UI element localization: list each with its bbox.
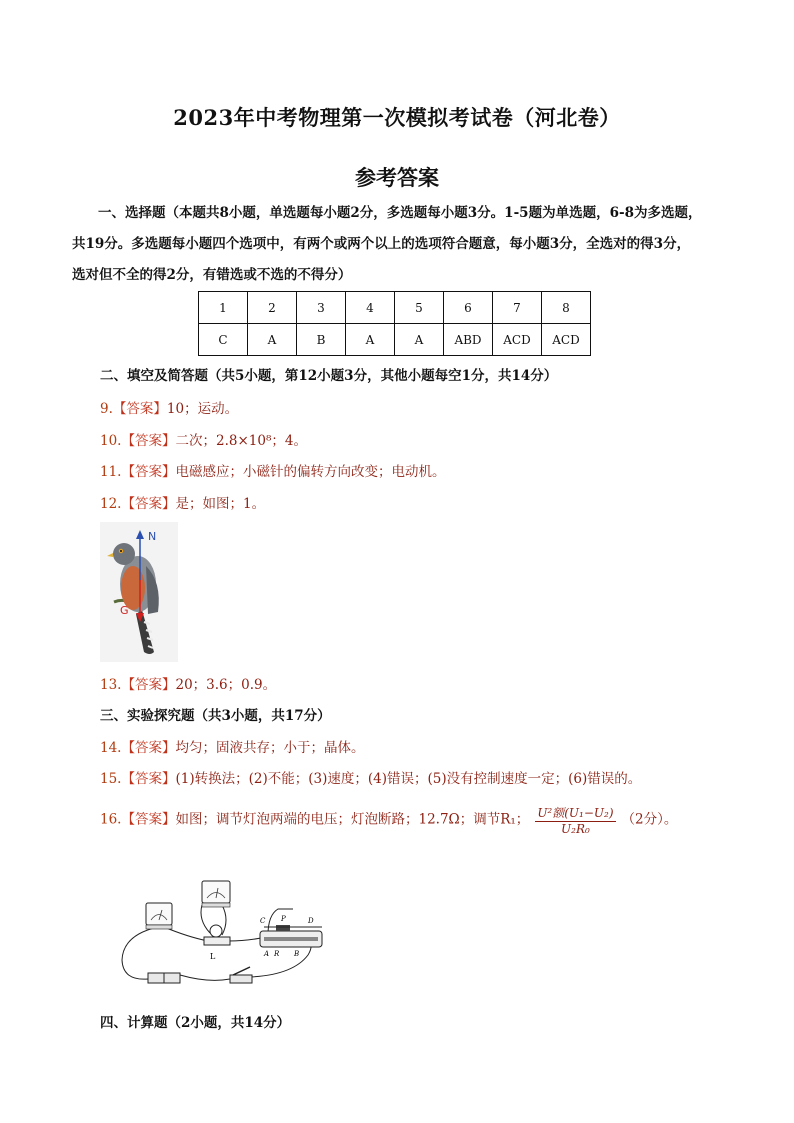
answer-table-answers-row bbox=[199, 324, 591, 356]
answer-line-16 bbox=[100, 804, 677, 836]
terminal-d-label: D bbox=[308, 917, 314, 925]
table-cell: A bbox=[395, 324, 444, 356]
answer-line-15 bbox=[100, 767, 641, 787]
bird-force-figure bbox=[100, 522, 178, 662]
table-cell: 4 bbox=[346, 292, 395, 324]
answer-text: 如图；调节灯泡两端的电压；灯泡断路；12.7Ω；调节R₁； bbox=[175, 811, 530, 828]
question-number: 16. bbox=[100, 811, 122, 828]
answer-line-12 bbox=[100, 492, 265, 512]
section1-heading-line: 一、选择题（本题共8小题，单选题每小题2分，多选题每小题3分。1-5题为单选题，6-8为多选题， bbox=[98, 205, 702, 221]
table-cell: 7 bbox=[493, 292, 542, 324]
section3-heading: 三、实验探究题（共3小题，共17分） bbox=[100, 708, 331, 724]
terminal-b-label: B bbox=[294, 950, 300, 958]
force-label-up: N bbox=[148, 530, 157, 543]
question-number: 12. bbox=[100, 496, 122, 512]
terminal-a-label: A bbox=[264, 950, 270, 958]
circuit-diagram bbox=[118, 875, 328, 990]
section1-heading bbox=[72, 198, 732, 291]
section1-heading-line: 共19分。多选题每小题四个选项中，有两个或两个以上的选项符合题意，每小题3分，全选对的得3分， bbox=[72, 236, 691, 252]
answer-tag: 【答案】 bbox=[121, 464, 176, 480]
section4-heading: 四、计算题（2小题，共14分） bbox=[100, 1015, 291, 1031]
question-number: 15. bbox=[100, 771, 122, 787]
terminal-c-label: C bbox=[260, 917, 266, 925]
question-number: 14. bbox=[100, 740, 122, 756]
table-cell: 1 bbox=[199, 292, 248, 324]
table-cell: ABD bbox=[444, 324, 493, 356]
answer-line-10 bbox=[100, 429, 307, 449]
table-cell: 5 bbox=[395, 292, 444, 324]
circuit-figure bbox=[118, 875, 328, 990]
table-cell: ACD bbox=[493, 324, 542, 356]
formula-fraction bbox=[535, 804, 615, 836]
answer-table-numbers-row bbox=[199, 292, 591, 324]
answer-text: 是；如图；1。 bbox=[175, 496, 266, 512]
answer-text: 二次；2.8×10⁸；4。 bbox=[175, 433, 307, 449]
table-cell: C bbox=[199, 324, 248, 356]
answer-tag: 【答案】 bbox=[121, 740, 176, 756]
formula-denominator: U₂R₀ bbox=[561, 822, 590, 836]
question-number: 10. bbox=[100, 433, 122, 449]
answer-tag: 【答案】 bbox=[121, 496, 176, 512]
resistor-r-label: R bbox=[274, 950, 280, 958]
table-cell: 8 bbox=[542, 292, 591, 324]
table-cell: 6 bbox=[444, 292, 493, 324]
question-number: 13. bbox=[100, 677, 122, 693]
answer-line-14 bbox=[100, 736, 364, 756]
section2-heading: 二、填空及简答题（共5小题，第12小题3分，其他小题每空1分，共14分） bbox=[100, 368, 558, 384]
answer-tag: 【答案】 bbox=[121, 771, 176, 787]
answer-line-9 bbox=[100, 397, 238, 417]
answer-suffix: （2分）。 bbox=[621, 811, 678, 828]
table-cell: A bbox=[248, 324, 297, 356]
table-cell: B bbox=[297, 324, 346, 356]
question-number: 11. bbox=[100, 464, 122, 480]
formula-numerator: U²额(U₁−U₂) bbox=[537, 806, 614, 820]
answer-text: (1)转换法；(2)不能；(3)速度；(4)错误；(5)没有控制速度一定；(6)错误的。 bbox=[175, 771, 642, 787]
page-title: 2023年中考物理第一次模拟考试卷（河北卷） bbox=[173, 105, 621, 130]
answer-tag: 【答案】 bbox=[121, 811, 176, 828]
answer-table bbox=[198, 291, 591, 356]
page-subtitle: 参考答案 bbox=[355, 165, 439, 190]
table-cell: A bbox=[346, 324, 395, 356]
force-label-down: G bbox=[120, 604, 129, 617]
bird-illustration bbox=[100, 522, 178, 662]
answer-line-13 bbox=[100, 673, 276, 693]
question-number: 9. bbox=[100, 401, 113, 417]
lamp-label: L bbox=[210, 952, 216, 961]
slider-p-label: P bbox=[281, 915, 286, 923]
section1-heading-line: 选对但不全的得2分，有错选或不选的不得分） bbox=[72, 267, 352, 283]
table-cell: 2 bbox=[248, 292, 297, 324]
answer-tag: 【答案】 bbox=[121, 677, 176, 693]
answer-tag: 【答案】 bbox=[121, 433, 176, 449]
answer-text: 20；3.6；0.9。 bbox=[175, 677, 277, 693]
answer-tag: 【答案】 bbox=[112, 401, 167, 417]
answer-line-11 bbox=[100, 460, 445, 480]
table-cell: ACD bbox=[542, 324, 591, 356]
answer-text: 均匀；固液共存；小于；晶体。 bbox=[175, 740, 365, 756]
answer-text: 10；运动。 bbox=[166, 401, 239, 417]
table-cell: 3 bbox=[297, 292, 346, 324]
answer-text: 电磁感应；小磁针的偏转方向改变；电动机。 bbox=[175, 464, 446, 480]
